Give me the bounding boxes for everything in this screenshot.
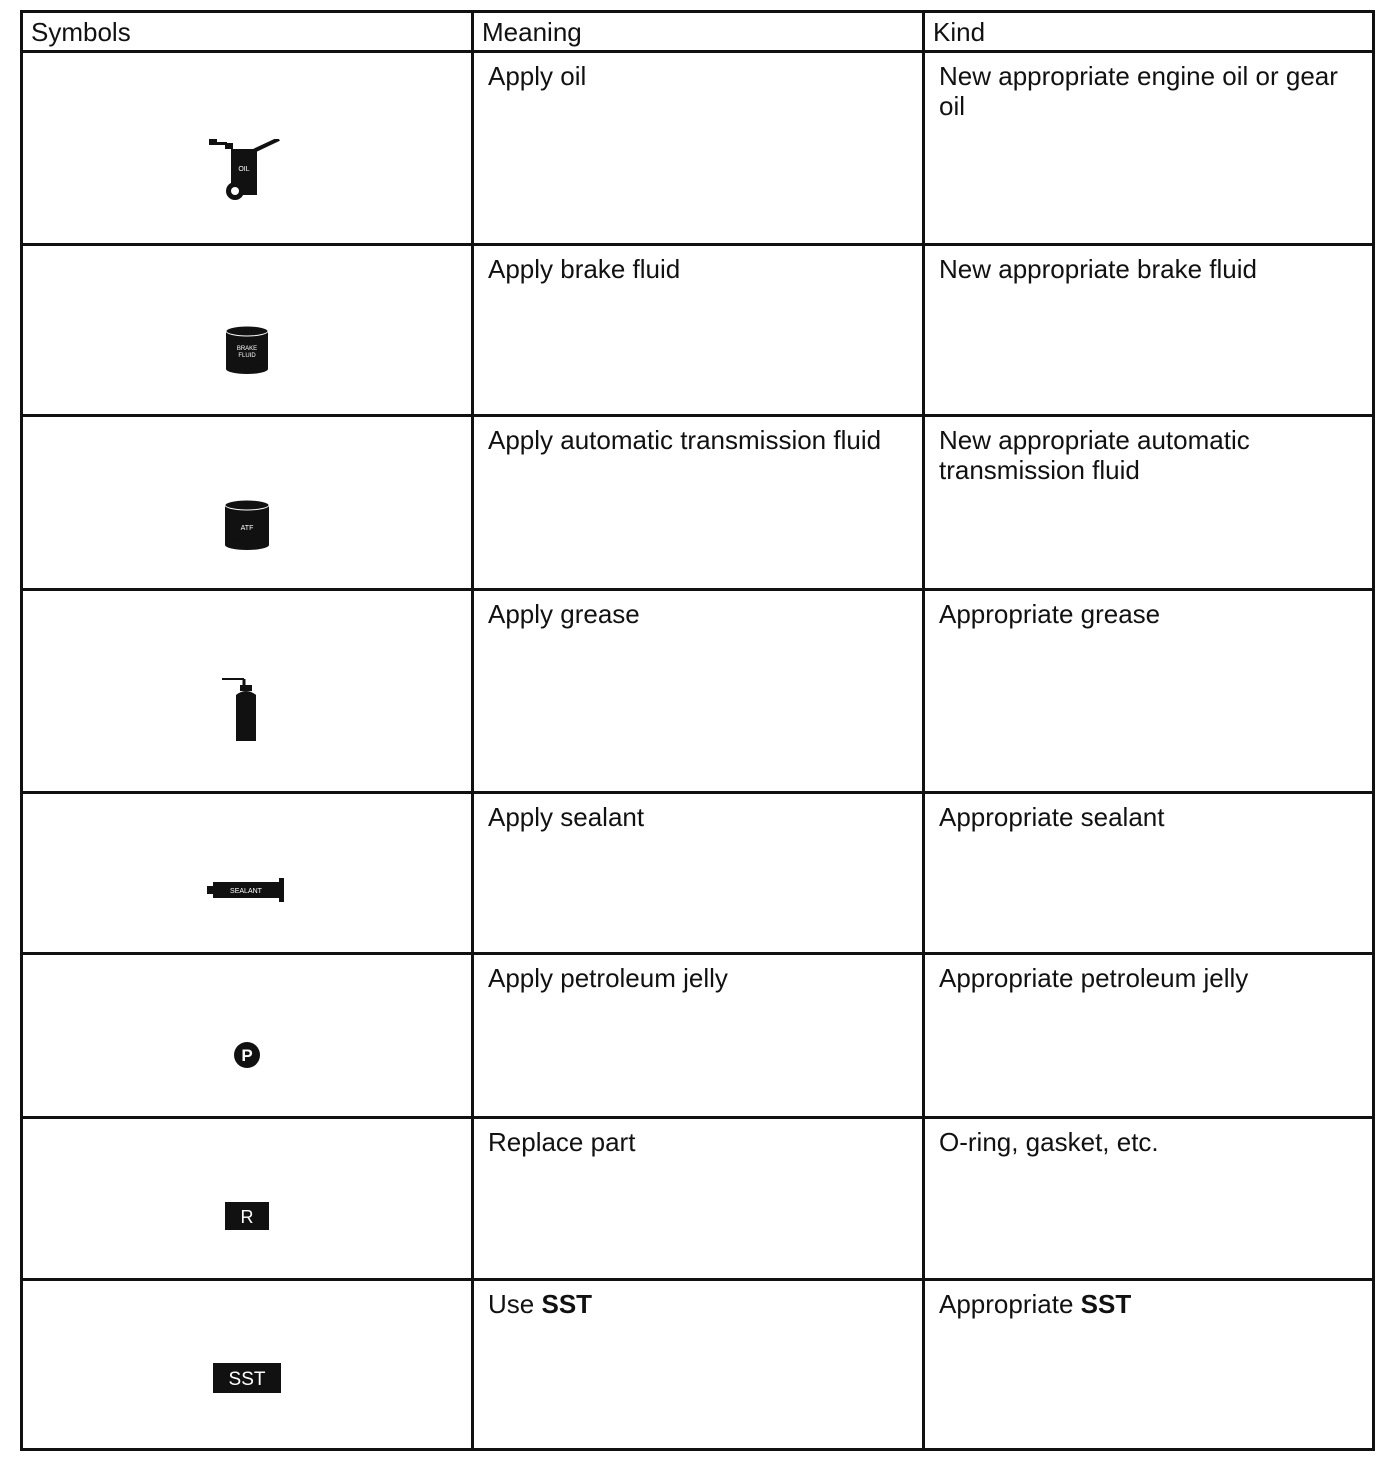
symbol-cell: [22, 954, 473, 1118]
meaning-cell: Apply automatic transmission fluid: [473, 416, 924, 590]
meaning-prefix: Use: [488, 1289, 535, 1319]
table-row: [22, 52, 1374, 245]
atf-can-icon: [224, 499, 270, 551]
svg-text:FLUID: FLUID: [238, 353, 256, 359]
header-kind: Kind: [924, 12, 1374, 52]
kind-cell: Appropriate petroleum jelly: [924, 954, 1374, 1118]
meaning-cell: Apply petroleum jelly: [473, 954, 924, 1118]
kind-cell: New appropriate brake fluid: [924, 245, 1374, 416]
symbol-cell: [22, 1280, 473, 1450]
p-icon-label: P: [241, 1046, 253, 1065]
kind-cell: New appropriate automatic transmission fluid: [924, 416, 1374, 590]
replace-part-icon: [225, 1202, 269, 1230]
kind-cell: O-ring, gasket, etc.: [924, 1118, 1374, 1280]
table-row: [22, 590, 1374, 793]
kind-bold: SST: [1080, 1289, 1132, 1319]
atf-icon-label: ATF: [240, 525, 254, 532]
meaning-cell: Apply grease: [473, 590, 924, 793]
grease-icon-label: GREASE: [260, 706, 266, 732]
petroleum-jelly-icon: [233, 1041, 261, 1069]
table-row: [22, 954, 1374, 1118]
oil-icon-label: OIL: [238, 166, 250, 173]
kind-cell: New appropriate engine oil or gear oil: [924, 52, 1374, 245]
sst-icon: [213, 1363, 281, 1393]
kind-cell: [924, 1280, 1374, 1450]
kind-cell: Appropriate grease: [924, 590, 1374, 793]
meaning-bold: SST: [541, 1289, 593, 1319]
table-row: [22, 245, 1374, 416]
header-symbols: Symbols: [22, 12, 473, 52]
symbol-cell: [22, 1118, 473, 1280]
symbol-cell: [22, 793, 473, 954]
header-row: [22, 12, 1374, 52]
table-row: [22, 793, 1374, 954]
table-row: [22, 1118, 1374, 1280]
meaning-cell: Replace part: [473, 1118, 924, 1280]
meaning-cell: Apply oil: [473, 52, 924, 245]
meaning-cell: [473, 1280, 924, 1450]
header-meaning: Meaning: [473, 12, 924, 52]
table-row: [22, 1280, 1374, 1450]
table-row: [22, 416, 1374, 590]
meaning-cell: Apply sealant: [473, 793, 924, 954]
symbol-cell: [22, 590, 473, 793]
brake-fluid-can-icon: [225, 325, 269, 375]
meaning-cell: Apply brake fluid: [473, 245, 924, 416]
symbol-cell: [22, 52, 473, 245]
symbol-cell: [22, 416, 473, 590]
sealant-icon-label: SEALANT: [230, 888, 262, 895]
sst-icon-label: SST: [228, 1369, 266, 1390]
symbol-cell: [22, 245, 473, 416]
kind-cell: Appropriate sealant: [924, 793, 1374, 954]
sealant-tube-icon: [207, 878, 287, 904]
oil-can-icon: [209, 139, 285, 203]
svg-text:BRAKE: BRAKE: [236, 346, 258, 352]
kind-prefix: Appropriate: [939, 1289, 1074, 1319]
symbols-legend-table: [20, 10, 1375, 1451]
r-icon-label: R: [240, 1207, 254, 1227]
grease-can-icon: [222, 675, 272, 745]
